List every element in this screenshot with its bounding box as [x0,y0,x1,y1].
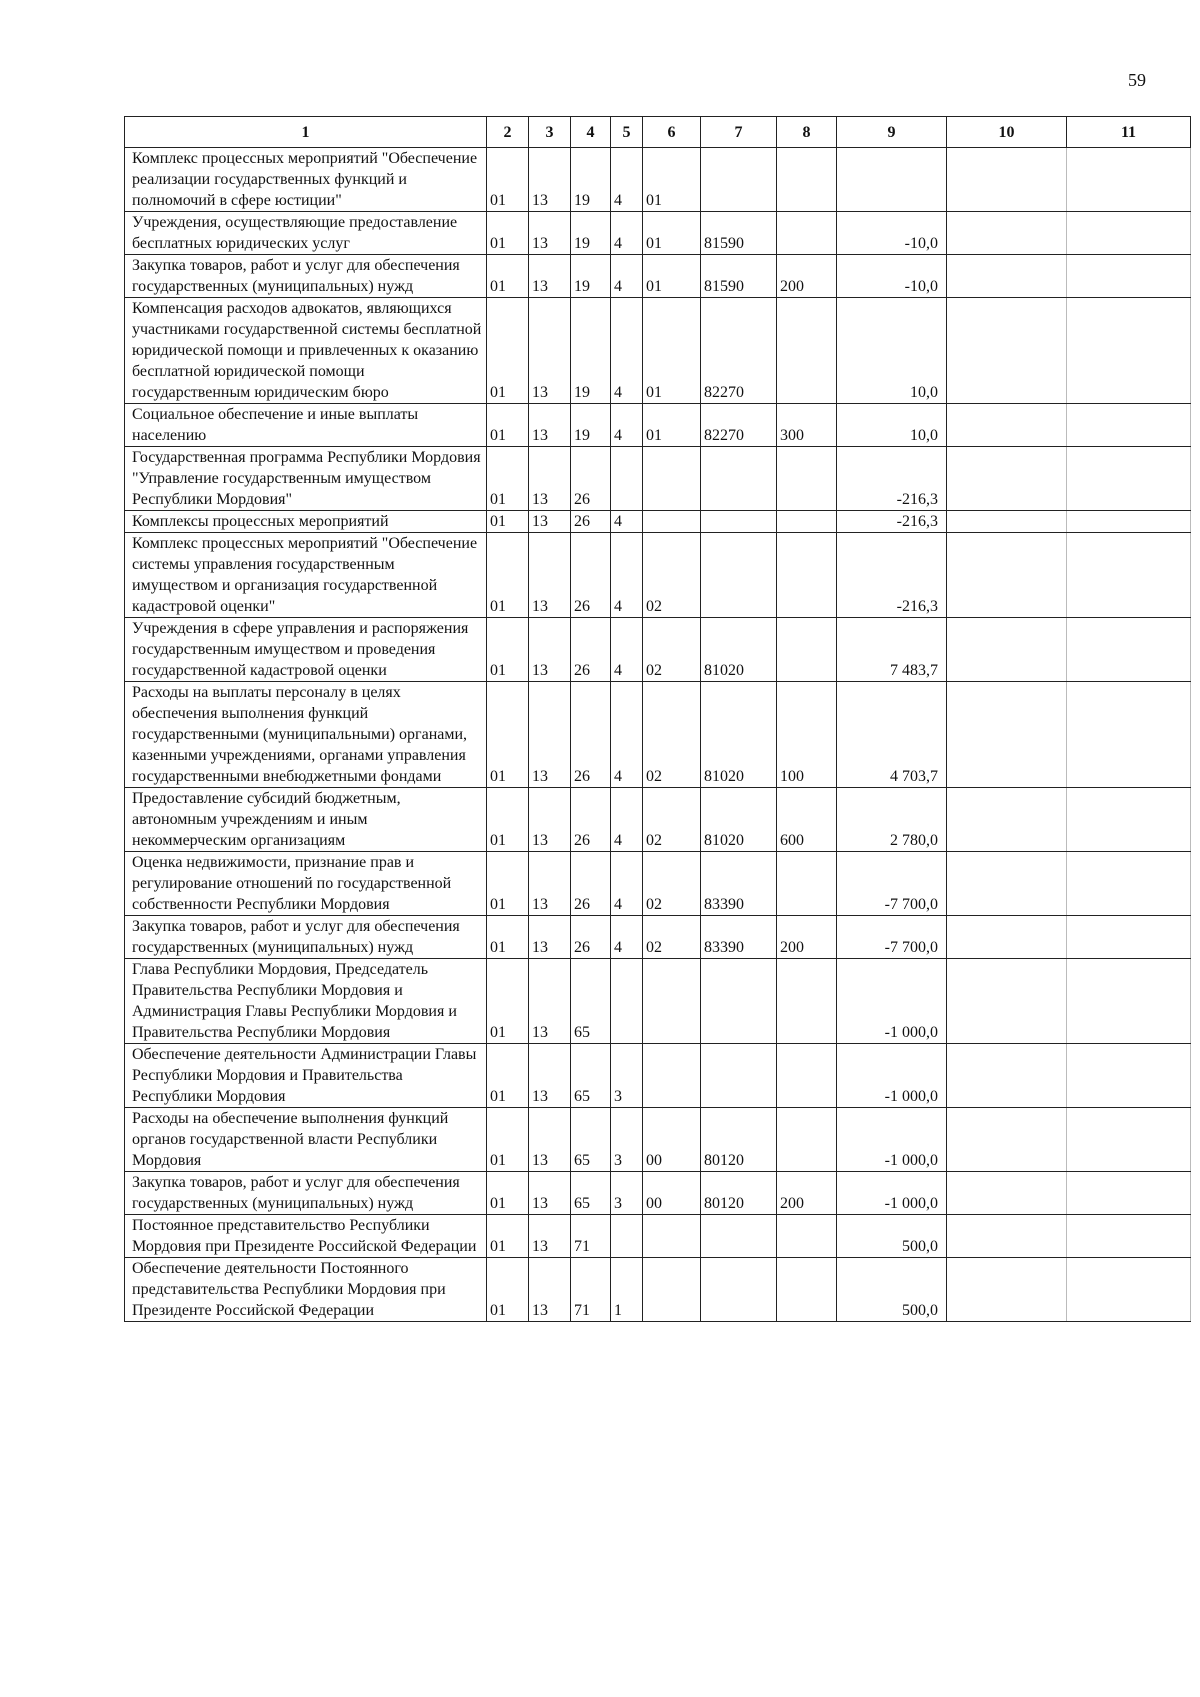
row-empty-cell [1067,852,1191,916]
table-row [125,1044,1191,1108]
row-code-cell-c8 [777,959,837,1044]
row-empty-cell [1067,1258,1191,1322]
row-code-cell-c5: 3 [611,1044,643,1108]
column-header-1: 1 [125,117,487,148]
row-code-cell-c2: 01 [487,1108,529,1172]
row-code-cell-c2: 01 [487,916,529,959]
row-empty-cell [1067,1172,1191,1215]
row-code-cell-c8: 200 [777,916,837,959]
row-empty-cell [947,212,1067,255]
row-code-cell-c7: 83390 [701,916,777,959]
row-name-cell: Обеспечение деятельности Постоянного представительства Республики Мордовия при Президенте Российской Федерации [125,1258,487,1322]
row-empty-cell [947,959,1067,1044]
row-code-cell-c7 [701,148,777,212]
row-empty-cell [1067,618,1191,682]
row-code-cell-c6: 02 [643,533,701,618]
row-code-cell-c6: 01 [643,298,701,404]
row-code-cell-c2: 01 [487,212,529,255]
row-code-cell-c4: 71 [571,1215,611,1258]
row-empty-cell [1067,255,1191,298]
row-amount-cell: 7 483,7 [837,618,947,682]
row-code-cell-c8 [777,298,837,404]
row-code-cell-c4: 26 [571,788,611,852]
table-row [125,1258,1191,1322]
row-code-cell-c8 [777,447,837,511]
row-name-cell: Оценка недвижимости, признание прав и регулирование отношений по государственной собственности Республики Мордовия [125,852,487,916]
table-header-row [125,117,1191,148]
page-number: 59 [1128,70,1146,90]
row-code-cell-c6 [643,1258,701,1322]
row-code-cell-c7: 82270 [701,298,777,404]
row-code-cell-c3: 13 [529,298,571,404]
row-amount-cell: -1 000,0 [837,1044,947,1108]
row-name-cell: Государственная программа Республики Мордовия "Управление государственным имуществом Республики Мордовия" [125,447,487,511]
row-code-cell-c4: 19 [571,255,611,298]
row-empty-cell [1067,1108,1191,1172]
row-empty-cell [947,1108,1067,1172]
row-code-cell-c8 [777,852,837,916]
row-code-cell-c8: 200 [777,1172,837,1215]
row-name-cell: Закупка товаров, работ и услуг для обеспечения государственных (муниципальных) нужд [125,916,487,959]
table-row [125,447,1191,511]
row-empty-cell [947,916,1067,959]
row-code-cell-c4: 26 [571,682,611,788]
row-code-cell-c2: 01 [487,959,529,1044]
row-code-cell-c3: 13 [529,533,571,618]
row-code-cell-c7: 81590 [701,255,777,298]
row-code-cell-c6: 02 [643,788,701,852]
column-header-2: 2 [487,117,529,148]
row-code-cell-c7 [701,1258,777,1322]
row-code-cell-c6: 02 [643,852,701,916]
table-row [125,682,1191,788]
row-name-cell: Комплекс процессных мероприятий "Обеспечение реализации государственных функций и полномочий в сфере юстиции" [125,148,487,212]
row-code-cell-c2: 01 [487,511,529,533]
row-name-cell: Расходы на выплаты персоналу в целях обеспечения выполнения функций государственными (муниципальными) органами, казенными учреждениями, органами управления государственными внебюджетными фондами [125,682,487,788]
column-header-3: 3 [529,117,571,148]
row-empty-cell [947,1044,1067,1108]
row-code-cell-c7: 80120 [701,1172,777,1215]
table-row [125,212,1191,255]
row-empty-cell [1067,959,1191,1044]
column-header-7: 7 [701,117,777,148]
row-amount-cell: 2 780,0 [837,788,947,852]
row-code-cell-c8: 100 [777,682,837,788]
row-code-cell-c5: 4 [611,298,643,404]
row-code-cell-c6: 02 [643,916,701,959]
row-empty-cell [947,533,1067,618]
row-name-cell: Учреждения в сфере управления и распоряжения государственным имуществом и проведения государственной кадастровой оценки [125,618,487,682]
row-code-cell-c6 [643,959,701,1044]
row-empty-cell [947,447,1067,511]
table-row [125,959,1191,1044]
row-amount-cell: -216,3 [837,447,947,511]
row-name-cell: Постоянное представительство Республики Мордовия при Президенте Российской Федерации [125,1215,487,1258]
row-code-cell-c5: 4 [611,212,643,255]
column-header-11: 11 [1067,117,1191,148]
row-amount-cell: 10,0 [837,298,947,404]
row-amount-cell: -7 700,0 [837,852,947,916]
row-code-cell-c5: 4 [611,788,643,852]
row-code-cell-c2: 01 [487,1258,529,1322]
row-code-cell-c4: 65 [571,959,611,1044]
row-code-cell-c4: 19 [571,148,611,212]
table-row [125,1172,1191,1215]
budget-table [124,116,1191,1322]
column-header-6: 6 [643,117,701,148]
row-code-cell-c7: 81020 [701,682,777,788]
row-code-cell-c5: 4 [611,255,643,298]
row-code-cell-c2: 01 [487,1215,529,1258]
row-code-cell-c2: 01 [487,298,529,404]
row-name-cell: Комплексы процессных мероприятий [125,511,487,533]
row-amount-cell: -10,0 [837,255,947,298]
row-code-cell-c2: 01 [487,682,529,788]
row-empty-cell [1067,148,1191,212]
row-code-cell-c2: 01 [487,148,529,212]
row-code-cell-c5: 4 [611,511,643,533]
row-code-cell-c2: 01 [487,533,529,618]
table-row [125,298,1191,404]
row-name-cell: Комплекс процессных мероприятий "Обеспечение системы управления государственным имуществом и организация государственной кадастровой оценки" [125,533,487,618]
row-code-cell-c5: 3 [611,1172,643,1215]
row-code-cell-c4: 26 [571,447,611,511]
row-code-cell-c6: 01 [643,148,701,212]
row-code-cell-c2: 01 [487,404,529,447]
row-code-cell-c6: 00 [643,1172,701,1215]
row-amount-cell: -1 000,0 [837,1172,947,1215]
row-empty-cell [1067,212,1191,255]
row-code-cell-c6: 01 [643,212,701,255]
row-empty-cell [1067,916,1191,959]
row-amount-cell: -216,3 [837,511,947,533]
table-row [125,148,1191,212]
row-empty-cell [947,618,1067,682]
row-code-cell-c5: 4 [611,533,643,618]
row-empty-cell [947,148,1067,212]
row-code-cell-c3: 13 [529,1215,571,1258]
row-empty-cell [947,1258,1067,1322]
row-code-cell-c7 [701,1044,777,1108]
row-amount-cell: 500,0 [837,1215,947,1258]
row-empty-cell [947,1172,1067,1215]
row-code-cell-c3: 13 [529,916,571,959]
row-empty-cell [947,788,1067,852]
row-empty-cell [947,255,1067,298]
row-code-cell-c2: 01 [487,447,529,511]
row-code-cell-c3: 13 [529,212,571,255]
row-code-cell-c3: 13 [529,682,571,788]
row-code-cell-c5: 4 [611,916,643,959]
row-code-cell-c8 [777,212,837,255]
table-row [125,916,1191,959]
row-code-cell-c3: 13 [529,511,571,533]
row-empty-cell [1067,447,1191,511]
row-amount-cell: -1 000,0 [837,959,947,1044]
table-row [125,255,1191,298]
row-code-cell-c2: 01 [487,1172,529,1215]
row-empty-cell [1067,298,1191,404]
row-name-cell: Закупка товаров, работ и услуг для обеспечения государственных (муниципальных) нужд [125,255,487,298]
row-code-cell-c3: 13 [529,1258,571,1322]
row-code-cell-c5 [611,959,643,1044]
row-empty-cell [1067,788,1191,852]
row-code-cell-c6: 01 [643,404,701,447]
column-header-4: 4 [571,117,611,148]
row-code-cell-c4: 71 [571,1258,611,1322]
row-code-cell-c4: 26 [571,511,611,533]
row-code-cell-c8 [777,511,837,533]
row-amount-cell: -10,0 [837,212,947,255]
row-code-cell-c2: 01 [487,255,529,298]
table-row [125,1215,1191,1258]
row-code-cell-c8 [777,148,837,212]
table-row [125,788,1191,852]
row-name-cell: Обеспечение деятельности Администрации Главы Республики Мордовия и Правительства Республики Мордовия [125,1044,487,1108]
row-amount-cell: -216,3 [837,533,947,618]
row-code-cell-c6 [643,447,701,511]
row-code-cell-c8 [777,1215,837,1258]
row-name-cell: Учреждения, осуществляющие предоставление бесплатных юридических услуг [125,212,487,255]
row-code-cell-c3: 13 [529,447,571,511]
row-empty-cell [947,1215,1067,1258]
row-code-cell-c7 [701,511,777,533]
row-empty-cell [947,511,1067,533]
row-empty-cell [1067,1215,1191,1258]
row-name-cell: Расходы на обеспечение выполнения функций органов государственной власти Республики Мордовия [125,1108,487,1172]
row-code-cell-c8: 300 [777,404,837,447]
row-code-cell-c5: 4 [611,404,643,447]
row-code-cell-c8 [777,1044,837,1108]
row-code-cell-c4: 19 [571,404,611,447]
row-code-cell-c6: 02 [643,682,701,788]
row-amount-cell: -1 000,0 [837,1108,947,1172]
row-code-cell-c6 [643,511,701,533]
row-code-cell-c4: 26 [571,533,611,618]
row-name-cell: Предоставление субсидий бюджетным, автономным учреждениям и иным некоммерческим организациям [125,788,487,852]
row-code-cell-c3: 13 [529,852,571,916]
row-code-cell-c4: 19 [571,298,611,404]
row-empty-cell [947,682,1067,788]
row-code-cell-c4: 26 [571,852,611,916]
row-code-cell-c4: 65 [571,1044,611,1108]
row-empty-cell [1067,511,1191,533]
column-header-5: 5 [611,117,643,148]
row-code-cell-c3: 13 [529,618,571,682]
row-code-cell-c3: 13 [529,959,571,1044]
row-code-cell-c7: 81020 [701,788,777,852]
row-code-cell-c5: 1 [611,1258,643,1322]
row-amount-cell: 500,0 [837,1258,947,1322]
row-name-cell: Глава Республики Мордовия, Председатель Правительства Республики Мордовия и Администрация Главы Республики Мордовия и Правительства Республики Мордовия [125,959,487,1044]
row-amount-cell: -7 700,0 [837,916,947,959]
row-code-cell-c4: 19 [571,212,611,255]
row-empty-cell [1067,682,1191,788]
row-amount-cell [837,148,947,212]
row-empty-cell [1067,533,1191,618]
row-code-cell-c2: 01 [487,788,529,852]
row-name-cell: Закупка товаров, работ и услуг для обеспечения государственных (муниципальных) нужд [125,1172,487,1215]
row-code-cell-c7: 81020 [701,618,777,682]
column-header-8: 8 [777,117,837,148]
row-code-cell-c7 [701,1215,777,1258]
row-code-cell-c3: 13 [529,1172,571,1215]
column-header-9: 9 [837,117,947,148]
row-empty-cell [947,298,1067,404]
row-name-cell: Социальное обеспечение и иные выплаты населению [125,404,487,447]
row-code-cell-c7: 83390 [701,852,777,916]
table-row [125,852,1191,916]
row-code-cell-c8 [777,1108,837,1172]
row-empty-cell [1067,404,1191,447]
table-row [125,533,1191,618]
row-code-cell-c5: 3 [611,1108,643,1172]
row-name-cell: Компенсация расходов адвокатов, являющихся участниками государственной системы бесплатной юридической помощи и привлеченных к оказанию бесплатной юридической помощи государственным юридическим бюро [125,298,487,404]
row-code-cell-c7: 80120 [701,1108,777,1172]
row-code-cell-c7: 81590 [701,212,777,255]
row-code-cell-c7 [701,959,777,1044]
row-code-cell-c5: 4 [611,682,643,788]
row-code-cell-c8: 600 [777,788,837,852]
row-code-cell-c5: 4 [611,148,643,212]
row-code-cell-c2: 01 [487,852,529,916]
row-amount-cell: 10,0 [837,404,947,447]
row-code-cell-c4: 26 [571,618,611,682]
row-code-cell-c6 [643,1215,701,1258]
row-empty-cell [947,852,1067,916]
row-code-cell-c6: 00 [643,1108,701,1172]
row-code-cell-c5 [611,1215,643,1258]
row-code-cell-c8: 200 [777,255,837,298]
row-code-cell-c7 [701,533,777,618]
row-code-cell-c8 [777,533,837,618]
row-code-cell-c4: 65 [571,1172,611,1215]
row-code-cell-c5: 4 [611,618,643,682]
table-row [125,618,1191,682]
row-code-cell-c3: 13 [529,1108,571,1172]
row-empty-cell [1067,1044,1191,1108]
row-code-cell-c5 [611,447,643,511]
row-code-cell-c3: 13 [529,404,571,447]
table-row [125,511,1191,533]
row-code-cell-c3: 13 [529,788,571,852]
row-amount-cell: 4 703,7 [837,682,947,788]
table-row [125,1108,1191,1172]
row-code-cell-c7: 82270 [701,404,777,447]
row-code-cell-c7 [701,447,777,511]
row-empty-cell [947,404,1067,447]
row-code-cell-c8 [777,618,837,682]
table-body [125,148,1191,1322]
row-code-cell-c3: 13 [529,255,571,298]
row-code-cell-c6: 01 [643,255,701,298]
row-code-cell-c2: 01 [487,1044,529,1108]
column-header-10: 10 [947,117,1067,148]
row-code-cell-c6: 02 [643,618,701,682]
row-code-cell-c4: 26 [571,916,611,959]
row-code-cell-c6 [643,1044,701,1108]
row-code-cell-c2: 01 [487,618,529,682]
row-code-cell-c5: 4 [611,852,643,916]
table-row [125,404,1191,447]
row-code-cell-c3: 13 [529,148,571,212]
row-code-cell-c3: 13 [529,1044,571,1108]
row-code-cell-c4: 65 [571,1108,611,1172]
row-code-cell-c8 [777,1258,837,1322]
